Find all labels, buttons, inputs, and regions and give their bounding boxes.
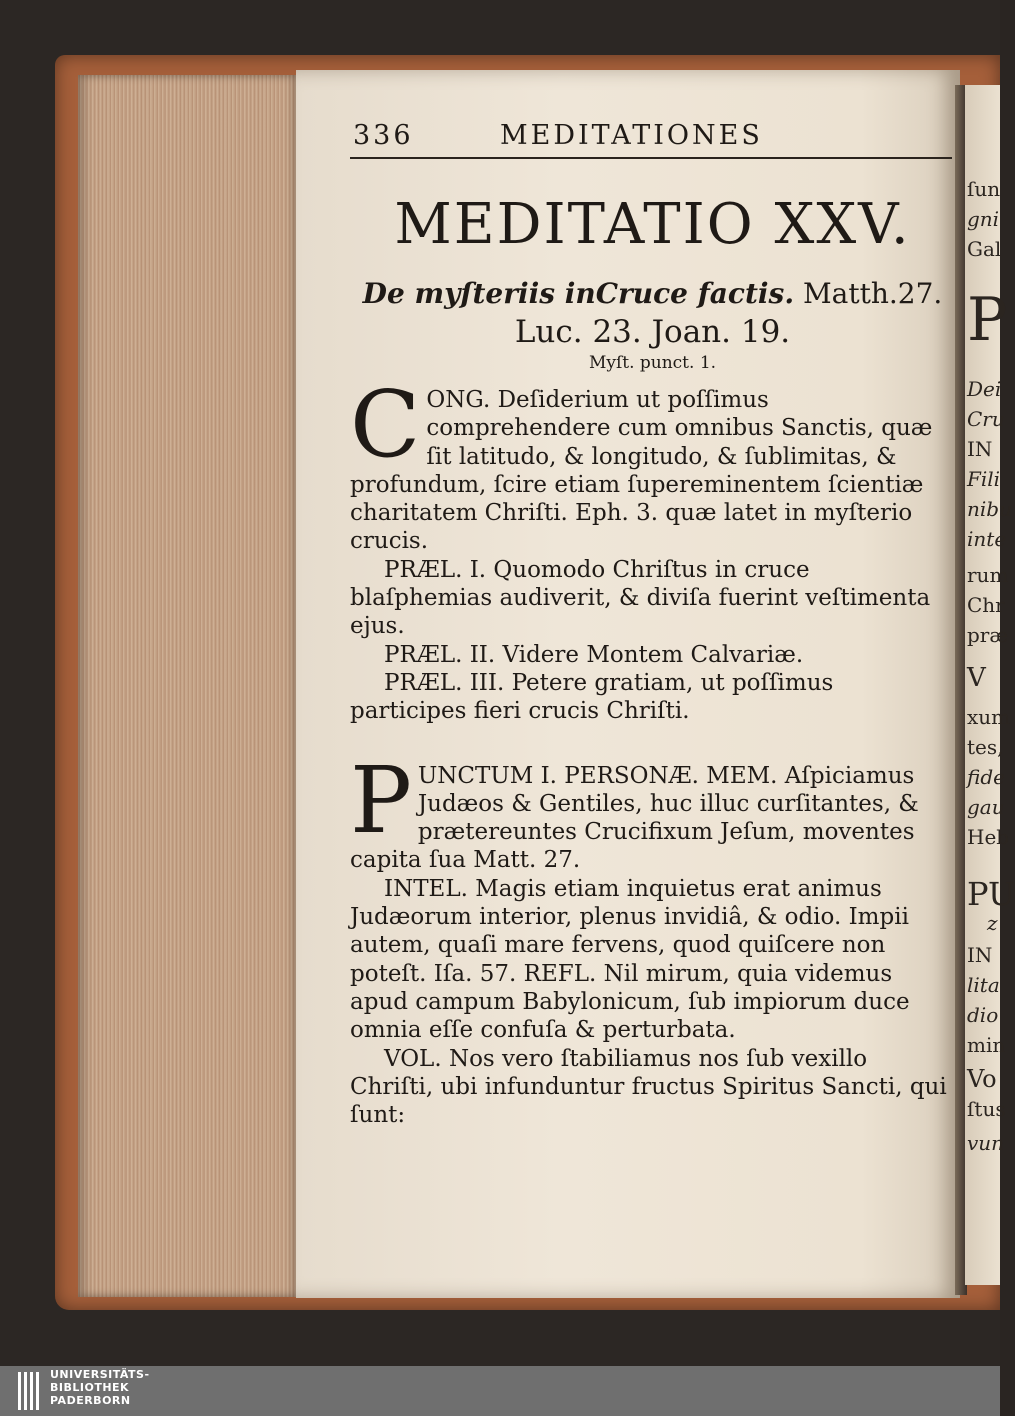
fragment-text: tes, <box>967 735 1004 759</box>
header-rule <box>350 157 952 159</box>
paragraph-text: ONG. Deſiderium ut poſſimus comprehendere cum omnibus Sanctis, quæ ſit latitudo, & longitudo, & ſublimitas, & profundum, ſcire etiam ſupereminentem ſcientiæ charitatem Chriſti. Eph. 3. quæ latet in myſterio crucis. <box>350 387 933 555</box>
running-title: MEDITATIONES <box>500 120 763 151</box>
library-logo-icon <box>18 1372 44 1410</box>
fragment-text: inte <box>967 527 1007 551</box>
fragment-text: ſun <box>967 177 1001 201</box>
fragment-text: ſtus <box>967 1097 1006 1121</box>
page-edges <box>78 75 296 1297</box>
subtitle-reference: Matth.27. <box>802 277 943 310</box>
paragraph-congregatio <box>350 371 955 556</box>
library-logo-text <box>50 1368 150 1407</box>
library-footer <box>0 1366 1000 1416</box>
logo-line: BIBLIOTHEK <box>50 1381 130 1394</box>
fragment-text: z <box>987 911 998 935</box>
paragraph-intellectus: INTEL. Magis etiam inquietus erat animus Judæorum interior, plenus invidiâ, & odio. Impii autem, quaſi mare fervens, quod quiſcere non poteſt. Iſa. 57. REFL. Nil mirum, quia videmus apud campum Babylonicum, ſub impiorum duce omnia eſſe confuſa & perturbata. <box>350 875 910 1044</box>
meditation-subtitle <box>350 276 955 312</box>
fragment-text: gni <box>967 207 1000 231</box>
fragment-text: Cru <box>967 407 1005 431</box>
paragraph-punctum-1 <box>350 746 955 875</box>
paragraph-praeludium-2: PRÆL. II. Videre Montem Calvariæ. <box>384 641 804 668</box>
fragment-text: fide <box>967 765 1005 789</box>
fragment-text: IN <box>967 437 993 461</box>
fragment-text: xum <box>967 705 1011 729</box>
running-head <box>350 110 955 150</box>
fragment-text: præ <box>967 623 1009 647</box>
fragment-text: IN <box>967 943 993 967</box>
fragment-text: min <box>967 1033 1006 1057</box>
fragment-text: Fili <box>967 467 1001 491</box>
fragment-text: gau <box>967 795 1005 819</box>
fragment-text: Heb <box>967 825 1010 849</box>
fragment-text: Gal <box>967 237 1002 261</box>
paragraph-praeludium-1: PRÆL. I. Quomodo Chriſtus in cruce blaſphemias audiverit, & diviſa fuerint veſtimenta ejus. <box>350 556 931 640</box>
fragment-text: Chr <box>967 593 1005 617</box>
paragraph-text: UNCTUM I. PERSONÆ. MEM. Aſpiciamus Judæos & Gentiles, huc illuc curſitantes, & prætereuntes Crucifixum Jeſum, moventes capita ſua Matt. 27. <box>350 762 919 874</box>
subtitle-italic: De myſteriis inCruce factis. <box>362 277 795 310</box>
subtitle-references: Luc. 23. Joan. 19. <box>514 314 791 350</box>
logo-line: PADERBORN <box>50 1394 131 1407</box>
paragraph-voluntas: VOL. Nos vero ſtabiliamus nos ſub vexillo Chriſti, ubi infunduntur fructus Spiritus Sancti, qui ſunt: <box>350 1045 947 1129</box>
logo-line: UNIVERSITÄTS- <box>50 1368 150 1381</box>
fragment-text: lita <box>967 973 1000 997</box>
mystery-point-note: Myſt. punct. 1. <box>588 353 717 373</box>
fragment-text: nibu <box>967 497 1012 521</box>
fragment-text: rum <box>967 563 1009 587</box>
meditation-title: MEDITATIO XXV. <box>394 192 911 257</box>
fragment-text: V <box>967 663 986 693</box>
paragraph-praeludium-3: PRÆL. III. Petere gratiam, ut poſſimus participes fieri crucis Chriſti. <box>350 669 834 725</box>
fragment-text: Dei <box>967 377 1002 401</box>
facing-page-fragment <box>965 85 1015 1285</box>
page-text <box>350 110 955 1129</box>
fragment-text: P <box>967 285 1008 355</box>
fragment-text: Vo <box>967 1065 997 1093</box>
page-number: 336 <box>353 120 414 151</box>
fragment-text: vun <box>967 1131 1005 1155</box>
section-gap <box>350 726 955 762</box>
drop-cap: C <box>350 371 421 478</box>
fragment-text: dio <box>967 1003 999 1027</box>
fragment-text: PU <box>967 875 1015 913</box>
drop-cap: P <box>350 746 412 854</box>
